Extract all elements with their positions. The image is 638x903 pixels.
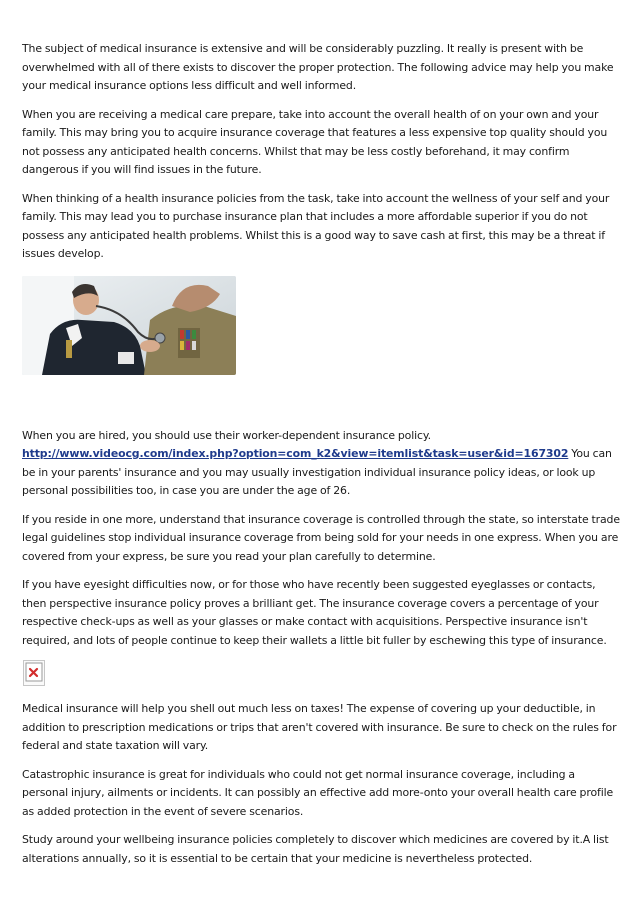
broken-image-icon bbox=[24, 661, 44, 685]
paragraph-catastrophic: Catastrophic insurance is great for individuals who could not get normal insurance coverage, including a personal injury, ailments or incidents. It can possibly an effective add more-onto your overall health care profile as added protection in the event of severe scenarios. bbox=[22, 767, 614, 818]
paragraph-intro: The subject of medical insurance is extensive and will be considerably puzzling. It really is present with be overwhelmed with all of there exists to discover the proper protection. The following advice may help you make your medical insurance options less difficult and well informed. bbox=[22, 42, 614, 92]
broken-image-placeholder bbox=[23, 660, 45, 686]
paragraph-hired-rest: You can be in your parents' insurance and you may usually investigation individual insurance policy ideas, or look up personal possibilities too, in case you are under the age of 26. bbox=[22, 447, 612, 497]
paragraph-hired-lead: When you are hired, you should use their worker-dependent insurance policy. bbox=[22, 428, 432, 442]
paragraph-work-policy: When thinking of a health insurance policies from the task, take into account the wellness of your self and your family. This may lead you to purchase insurance plan that includes a more affordable superior if you do not possess any anticipated health problems. Whilst this is a good way to save cash at first, this may be a threat if issues develop. bbox=[22, 191, 610, 260]
paragraph-state-rules: If you reside in one more, understand that insurance coverage is controlled through the state, so interstate trade legal guidelines stop individual insurance coverage from being sold for your needs in one express. When you are covered from your express, be sure you read your plan carefully to determine. bbox=[22, 512, 620, 563]
paragraph-hired bbox=[22, 427, 620, 501]
paragraph-care-plan: When you are receiving a medical care prepare, take into account the overall health of on your own and your family. This may bring you to acquire insurance coverage that features a less expensive top quality should you not possess any anticipated health concerns. Whilst that may be less costly beforehand, it may confirm dangerous if you will find issues in the future. bbox=[22, 107, 608, 176]
paragraph-medicines: Study around your wellbeing insurance policies completely to discover which medicines are covered by it.A list alterations annually, so it is essential to be certain that your medicine is nevertheless protected. bbox=[22, 833, 609, 865]
doctor-stethoscope-photo bbox=[22, 276, 236, 375]
paragraph-vision: If you have eyesight difficulties now, or for those who have recently been suggested eyeglasses or contacts, then perspective insurance policy proves a brilliant get. The insurance coverage covers a percentage of your respective check-ups as well as your glasses or make contact with acquisitions. Perspective insurance isn't required, and lots of people continue to keep their wallets a little bit fuller by eschewing this type of insurance. bbox=[22, 578, 607, 647]
paragraph-taxes: Medical insurance will help you shell out much less on taxes! The expense of covering up your deductible, in addition to prescription medications or trips that aren't covered with insurance. Be sure to check on the rules for federal and state taxation will vary. bbox=[22, 702, 617, 752]
article-body bbox=[22, 40, 620, 868]
profile-link[interactable]: http://www.videocg.com/index.php?option=com_k2&view=itemlist&task=user&id=167302 bbox=[22, 447, 569, 460]
